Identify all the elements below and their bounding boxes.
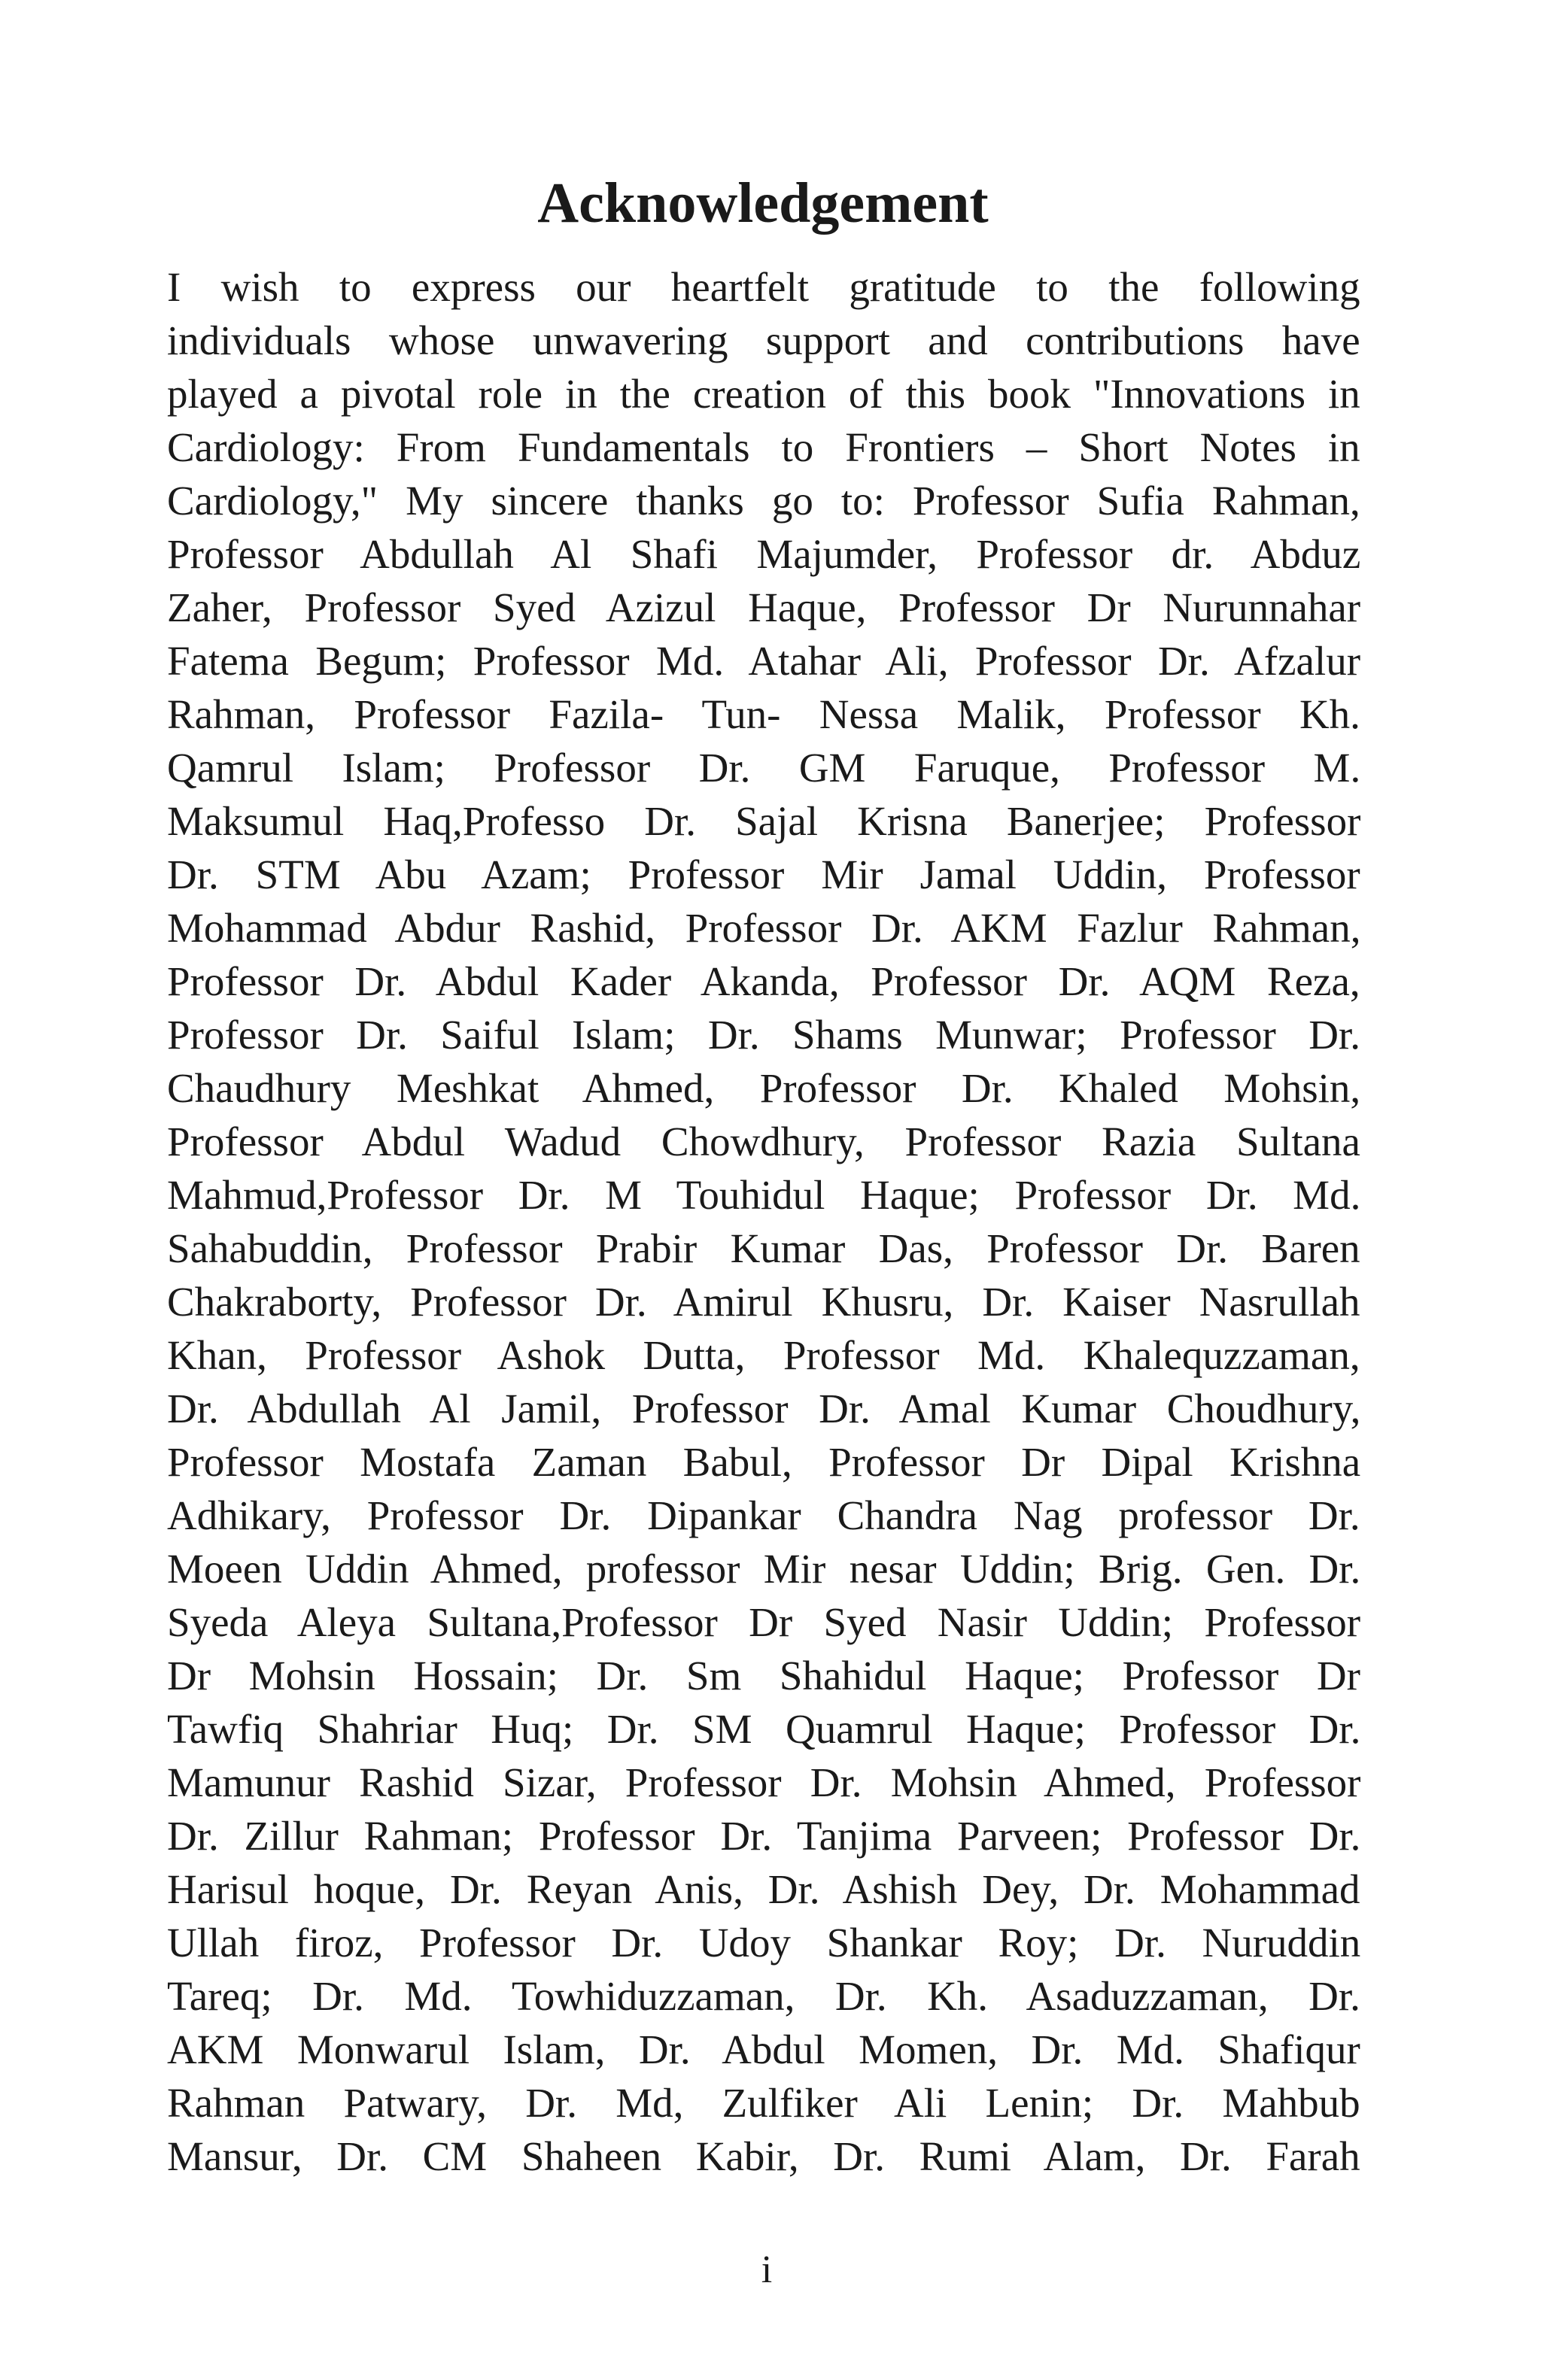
paragraph-line: Dr. STM Abu Azam; Professor Mir Jamal Uddin, Professor — [167, 852, 1360, 897]
paragraph-line: Ullah firoz, Professor Dr. Udoy Shankar Roy; Dr. Nuruddin — [167, 1920, 1361, 1966]
page-number: i — [761, 2248, 773, 2291]
paragraph-line: Professor Dr. Abdul Kader Akanda, Professor Dr. AQM Reza, — [167, 958, 1360, 1004]
paragraph-line: Tawfiq Shahriar Huq; Dr. SM Quamrul Haque; Professor Dr. — [167, 1706, 1361, 1752]
paragraph-line: Zaher, Professor Syed Azizul Haque, Professor Dr Nurunnahar — [167, 584, 1361, 630]
paragraph-line: Adhikary, Professor Dr. Dipankar Chandra Nag professor Dr. — [167, 1492, 1360, 1538]
paragraph-line: Syeda Aleya Sultana,Professor Dr Syed Nasir Uddin; Professor — [167, 1599, 1361, 1645]
paragraph-line: Dr. Abdullah Al Jamil, Professor Dr. Amal Kumar Choudhury, — [167, 1386, 1361, 1431]
paragraph-line: AKM Monwarul Islam, Dr. Abdul Momen, Dr. Md. Shafiqur — [167, 2026, 1360, 2072]
paragraph-line: Mansur, Dr. CM Shaheen Kabir, Dr. Rumi Alam, Dr. Farah — [167, 2133, 1360, 2179]
page-title: Acknowledgement — [537, 172, 989, 235]
paragraph-line: Mamunur Rashid Sizar, Professor Dr. Mohsin Ahmed, Professor — [167, 1759, 1361, 1805]
paragraph-line: Fatema Begum; Professor Md. Atahar Ali, Professor Dr. Afzalur — [167, 638, 1361, 684]
paragraph-line: played a pivotal role in the creation of this book "Innovations in — [167, 371, 1360, 417]
paragraph-line: Qamrul Islam; Professor Dr. GM Faruque, Professor M. — [167, 745, 1361, 791]
paragraph-line: Professor Abdullah Al Shafi Majumder, Professor dr. Abduz — [167, 531, 1361, 577]
paragraph-line: Harisul hoque, Dr. Reyan Anis, Dr. Ashish Dey, Dr. Mohammad — [167, 1866, 1360, 1912]
paragraph-line: Mohammad Abdur Rashid, Professor Dr. AKM Fazlur Rahman, — [167, 905, 1361, 951]
paragraph-line: I wish to express our heartfelt gratitude to the following — [167, 264, 1360, 310]
paragraph-line: Rahman Patwary, Dr. Md, Zulfiker Ali Lenin; Dr. Mahbub — [167, 2080, 1360, 2126]
paragraph-line: Professor Abdul Wadud Chowdhury, Professor Razia Sultana — [167, 1119, 1360, 1164]
paragraph-line: Rahman, Professor Fazila- Tun- Nessa Malik, Professor Kh. — [167, 691, 1360, 737]
paragraph-line: Moeen Uddin Ahmed, professor Mir nesar Uddin; Brig. Gen. Dr. — [167, 1546, 1361, 1592]
paragraph-line: Professor Dr. Saiful Islam; Dr. Shams Munwar; Professor Dr. — [167, 1012, 1360, 1058]
paragraph-line: Dr Mohsin Hossain; Dr. Sm Shahidul Haque; Professor Dr — [167, 1653, 1360, 1698]
paragraph-line: Maksumul Haq,Professo Dr. Sajal Krisna Banerjee; Professor — [167, 798, 1361, 844]
paragraph-line: Dr. Zillur Rahman; Professor Dr. Tanjima Parveen; Professor Dr. — [167, 1813, 1361, 1859]
acknowledgement-paragraph — [167, 260, 1360, 2183]
paragraph-line: Sahabuddin, Professor Prabir Kumar Das, Professor Dr. Baren — [167, 1225, 1360, 1271]
paragraph-line: individuals whose unwavering support and contributions have — [167, 317, 1360, 363]
paragraph-line: Cardiology," My sincere thanks go to: Professor Sufia Rahman, — [167, 478, 1360, 524]
paragraph-line: Tareq; Dr. Md. Towhiduzzaman, Dr. Kh. Asaduzzaman, Dr. — [167, 1973, 1360, 2019]
paragraph-line: Mahmud,Professor Dr. M Touhidul Haque; Professor Dr. Md. — [167, 1172, 1361, 1218]
paragraph-line: Chakraborty, Professor Dr. Amirul Khusru, Dr. Kaiser Nasrullah — [167, 1279, 1360, 1325]
paragraph-line: Cardiology: From Fundamentals to Frontiers – Short Notes in — [167, 424, 1360, 470]
paragraph-line: Professor Mostafa Zaman Babul, Professor Dr Dipal Krishna — [167, 1439, 1361, 1485]
paragraph-line: Chaudhury Meshkat Ahmed, Professor Dr. Khaled Mohsin, — [167, 1065, 1361, 1111]
paragraph-line: Khan, Professor Ashok Dutta, Professor Md. Khalequzzaman, — [167, 1332, 1360, 1378]
